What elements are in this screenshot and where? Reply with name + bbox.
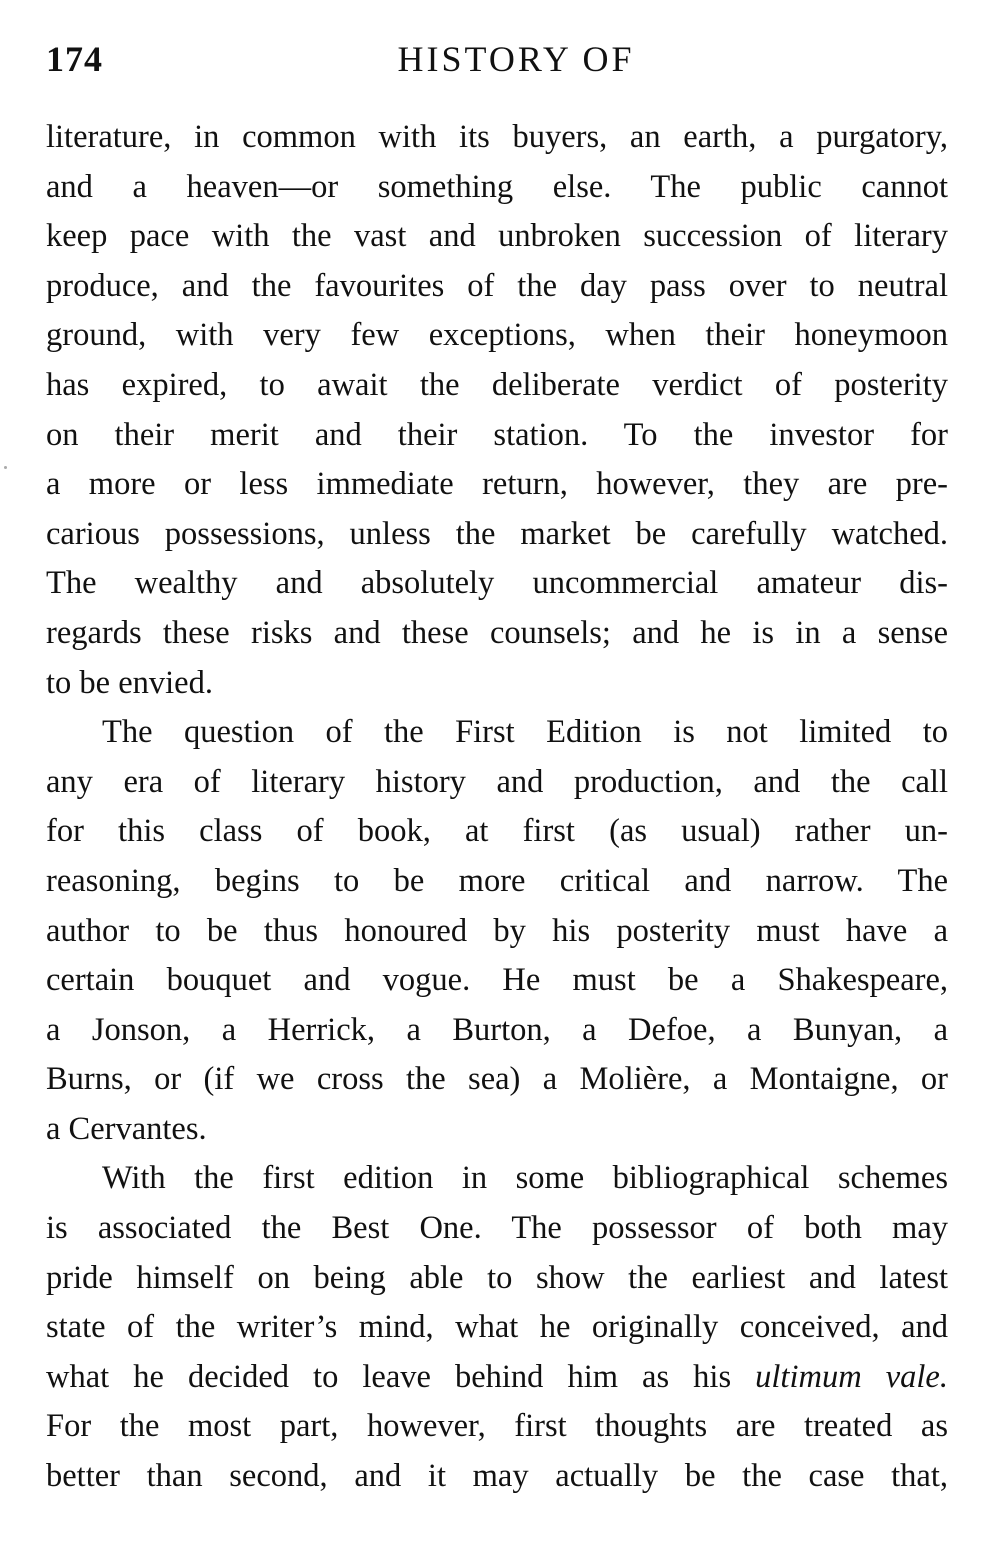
text-line: carious possessions, unless the market be carefully watched. <box>46 515 948 552</box>
text-line-with-italic <box>46 1353 948 1403</box>
text-line: a Cervantes. <box>46 1110 207 1147</box>
text-line: ground, with very few exceptions, when their honeymoon <box>46 317 948 354</box>
page-number: 174 <box>46 39 103 79</box>
text-line: state of the writer’s mind, what he originally conceived, and <box>46 1309 948 1346</box>
italic-phrase: ultimum vale. <box>755 1358 948 1395</box>
text-line: better than second, and it may actually be the case that, <box>46 1458 948 1495</box>
paragraph <box>46 113 948 708</box>
text-line: keep pace with the vast and unbroken succession of literary <box>46 218 948 255</box>
text-line: and a heaven—or something else. The public cannot <box>46 168 948 205</box>
text-line: With the first edition in some bibliographical schemes <box>102 1160 948 1197</box>
text-line: is associated the Best One. The possessor of both may <box>46 1210 948 1247</box>
margin-speck <box>4 466 7 469</box>
text-line: a more or less immediate return, however, they are pre- <box>46 466 948 503</box>
paragraph <box>46 708 948 1154</box>
text-line: certain bouquet and vogue. He must be a Shakespeare, <box>46 962 948 999</box>
text-line: The question of the First Edition is not limited to <box>102 714 948 751</box>
paragraph <box>46 1154 948 1501</box>
text-line: has expired, to await the deliberate verdict of posterity <box>46 366 948 403</box>
text-line: regards these risks and these counsels; and he is in a sense <box>46 614 948 651</box>
text-line: For the most part, however, first thoughts are treated as <box>46 1408 948 1445</box>
text-line: literature, in common with its buyers, an earth, a purgatory, <box>46 119 948 155</box>
text-line: any era of literary history and production, and the call <box>46 763 948 800</box>
text-line: produce, and the favourites of the day pass over to neutral <box>46 267 948 304</box>
text-line: reasoning, begins to be more critical and narrow. The <box>46 862 948 899</box>
body-text <box>46 113 948 1502</box>
text-line: a Jonson, a Herrick, a Burton, a Defoe, a Bunyan, a <box>46 1011 948 1048</box>
text-line: author to be thus honoured by his posterity must have a <box>46 912 948 949</box>
text-line: Burns, or (if we cross the sea) a Molière, a Montaigne, or <box>46 1061 948 1098</box>
text-line: for this class of book, at first (as usual) rather un- <box>46 813 948 850</box>
text-line: The wealthy and absolutely uncommercial amateur dis- <box>46 565 948 602</box>
text-fragment: what he decided to leave behind him as his <box>46 1358 732 1395</box>
page-header <box>46 38 946 98</box>
text-line: on their merit and their station. To the investor for <box>46 416 948 453</box>
running-title: HISTORY OF <box>397 39 635 79</box>
text-line: to be envied. <box>46 664 213 701</box>
text-line: pride himself on being able to show the earliest and latest <box>46 1259 948 1296</box>
